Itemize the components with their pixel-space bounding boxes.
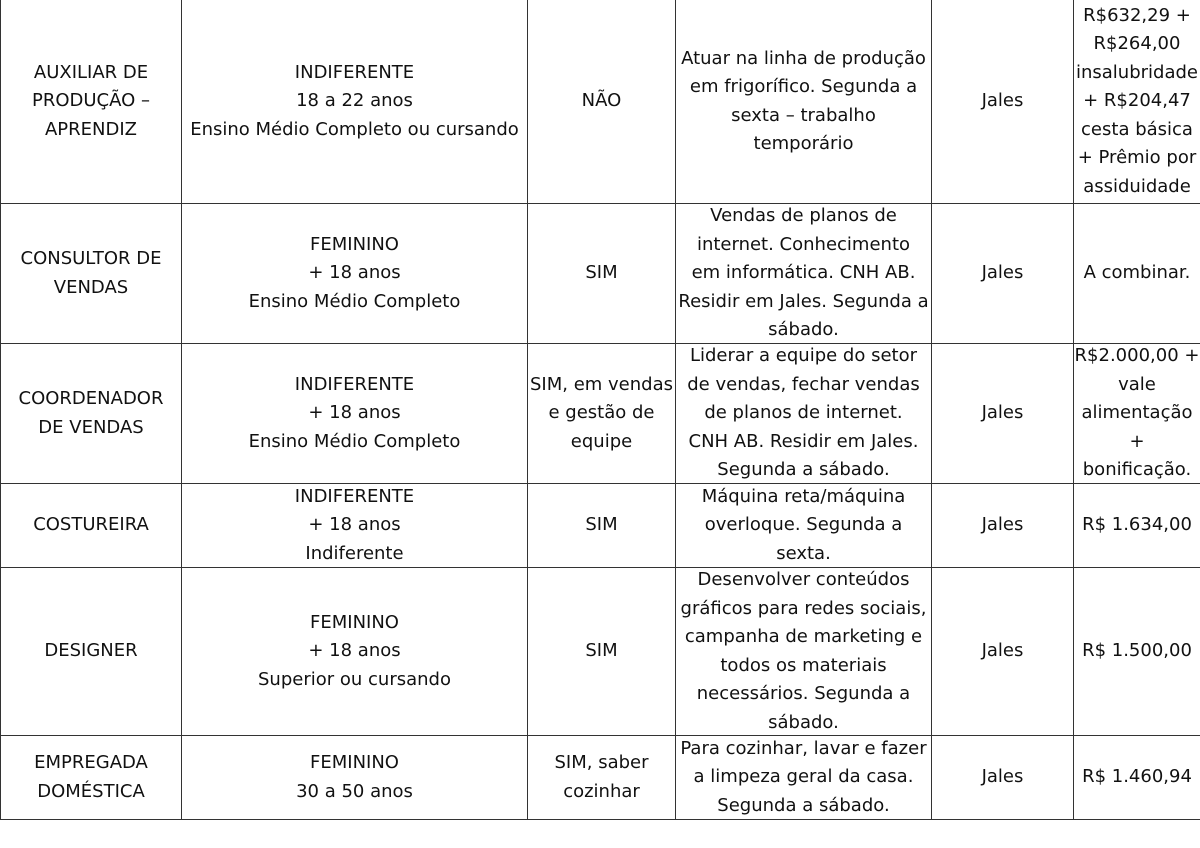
cell-salario: R$ 1.500,00 bbox=[1082, 640, 1192, 662]
cell-experiencia: SIM bbox=[528, 204, 676, 343]
cell-salario: R$ 1.460,94 bbox=[1082, 766, 1192, 788]
cell-cidade: Jales bbox=[932, 204, 1074, 343]
cell-salario: R$ 1.634,00 bbox=[1082, 514, 1192, 536]
cell-cargo: COSTUREIRA bbox=[0, 484, 182, 567]
cell-cargo: EMPREGADA DOMÉSTICA bbox=[0, 736, 182, 819]
cell-atividades: Vendas de planos de internet. Conhecimento em informática. CNH AB. Residir em Jales. Segunda a sábado. bbox=[676, 204, 932, 343]
cell-experiencia: SIM, em vendas e gestão de equipe bbox=[528, 344, 676, 483]
cell-perfil: INDIFERENTE + 18 anos Indiferente bbox=[182, 484, 528, 567]
cell-perfil: INDIFERENTE 18 a 22 anos Ensino Médio Completo ou cursando bbox=[182, 0, 528, 203]
cell-perfil: FEMININO + 18 anos Ensino Médio Completo bbox=[182, 204, 528, 343]
table-row bbox=[0, 344, 1200, 484]
cell-cidade: Jales bbox=[932, 484, 1074, 567]
cell-salario: R$632,29 + R$264,00 insalubridade + R$204,47 cesta básica + Prêmio por assiduidade bbox=[1075, 4, 1198, 197]
table-row bbox=[0, 204, 1200, 344]
cell-perfil: INDIFERENTE + 18 anos Ensino Médio Completo bbox=[182, 344, 528, 483]
cell-cidade: Jales bbox=[932, 344, 1074, 483]
cell-cargo: CONSULTOR DE VENDAS bbox=[0, 204, 182, 343]
cell-cidade: Jales bbox=[932, 736, 1074, 819]
cell-experiencia: SIM, saber cozinhar bbox=[528, 736, 676, 819]
cell-atividades: Para cozinhar, lavar e fazer a limpeza geral da casa. Segunda a sábado. bbox=[676, 736, 932, 819]
table-row bbox=[0, 0, 1200, 204]
cell-experiencia: SIM bbox=[528, 484, 676, 567]
cell-cidade: Jales bbox=[932, 0, 1074, 203]
cell-salario: A combinar. bbox=[1083, 262, 1191, 284]
cell-perfil: FEMININO 30 a 50 anos bbox=[182, 736, 528, 819]
cell-perfil: FEMININO + 18 anos Superior ou cursando bbox=[182, 568, 528, 735]
cell-atividades: Liderar a equipe do setor de vendas, fechar vendas de planos de internet. CNH AB. Residir em Jales. Segunda a sábado. bbox=[676, 344, 932, 483]
cell-atividades: Máquina reta/máquina overloque. Segunda a sexta. bbox=[676, 484, 932, 567]
cell-atividades: Desenvolver conteúdos gráficos para redes sociais, campanha de marketing e todos os materiais necessários. Segunda a sábado. bbox=[676, 568, 932, 735]
table-row bbox=[0, 484, 1200, 568]
table-row bbox=[0, 736, 1200, 820]
cell-experiencia: NÃO bbox=[528, 0, 676, 203]
cell-cargo: AUXILIAR DE PRODUÇÃO – APRENDIZ bbox=[0, 0, 182, 203]
cell-cargo: COORDENADOR DE VENDAS bbox=[0, 344, 182, 483]
cell-cargo: DESIGNER bbox=[0, 568, 182, 735]
table-row bbox=[0, 568, 1200, 736]
cell-experiencia: SIM bbox=[528, 568, 676, 735]
cell-salario: R$2.000,00 + vale alimentação + bonificação. bbox=[1074, 345, 1200, 481]
cell-cidade: Jales bbox=[932, 568, 1074, 735]
cell-atividades: Atuar na linha de produção em frigorífico. Segunda a sexta – trabalho temporário bbox=[676, 0, 932, 203]
